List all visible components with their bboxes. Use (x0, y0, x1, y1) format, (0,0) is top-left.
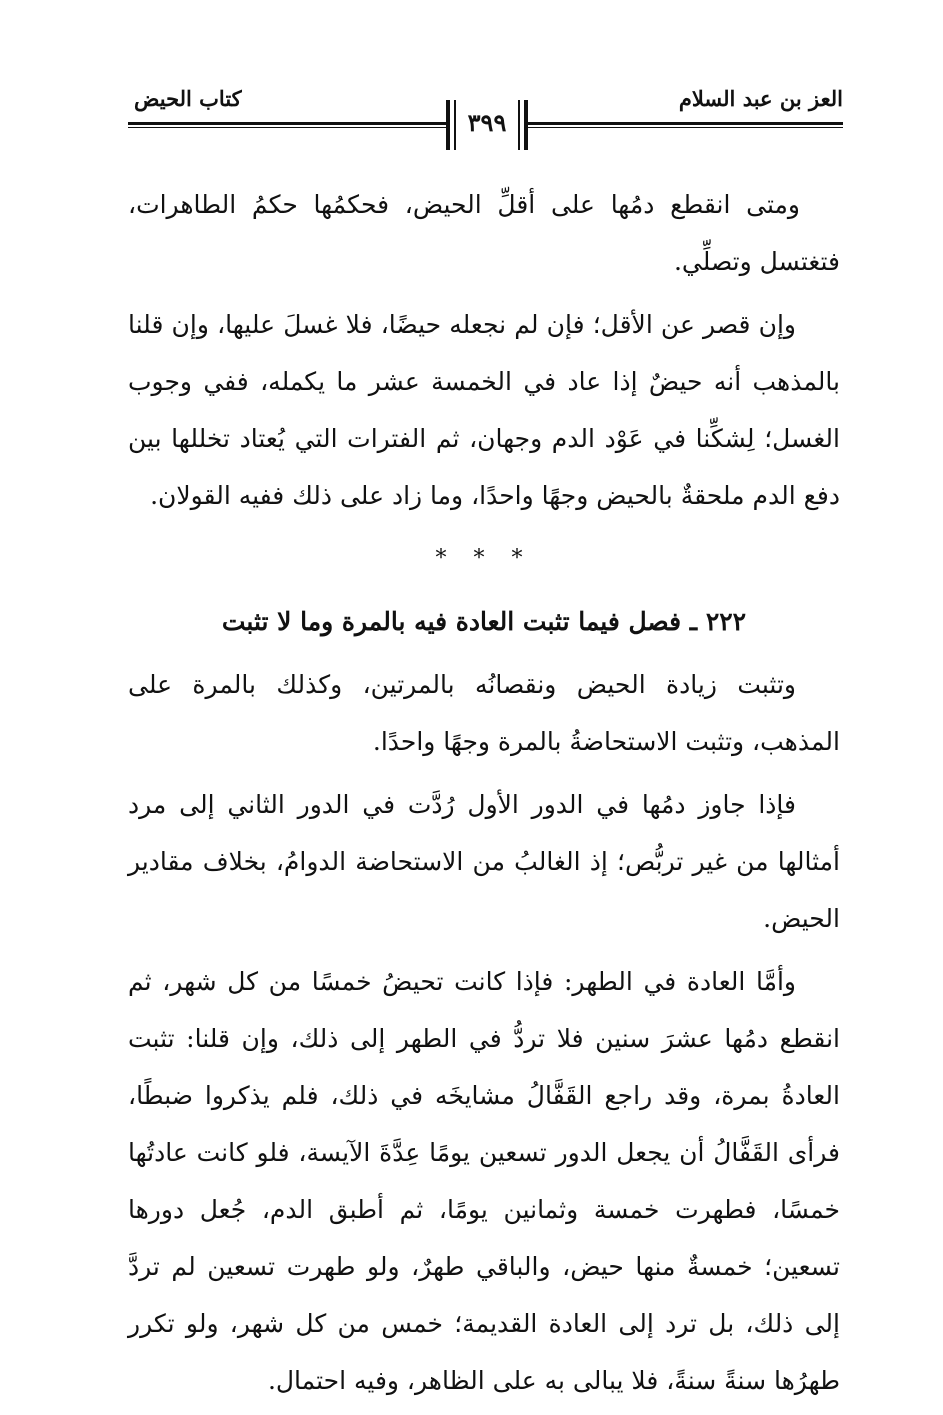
page-header (128, 86, 843, 154)
body-text (128, 176, 840, 1415)
paragraph: وتثبت زيادة الحيض ونقصانُه بالمرتين، وكذلك بالمرة على المذهب، وتثبت الاستحاضةُ بالمرة وجهًا واحدًا. (128, 670, 840, 756)
section-separator: * * * (435, 546, 533, 571)
section-title: ٢٢٢ ـ فصل فيما تثبت العادة فيه بالمرة وما لا تثبت (221, 607, 747, 636)
paragraph: فإذا جاوز دمُها في الدور الأول رُدَّت في الدور الثاني إلى مرد أمثالها من غير تربُّص؛ إذ الغالبُ من الاستحاضة الدوامُ، بخلاف مقادير الحيض. (128, 790, 840, 933)
paragraph: وأمَّا العادة في الطهر: فإذا كانت تحيضُ خمسًا من كل شهر، ثم انقطع دمُها عشرَ سنين فلا تردُّ في الطهر إلى ذلك، وإن قلنا: تثبت العادةُ بمرة، وقد راجع القَفَّالُ مشايخَه في ذلك، فلم يذكروا ضبطًا، فرأى القَفَّالُ أن يجعل الدور تسعين يومًا عِدَّةَ الآيسة، فلو كانت عادتُها خمسًا، فطهرت خمسة وثمانين يومًا، ثم أطبق الدم، جُعل دورها تسعين؛ خمسةٌ منها حيض، والباقي طهرٌ، ولو طهرت تسعين لم تردَّ إلى ذلك، بل ترد إلى العادة القديمة؛ خمس من كل شهر، ولو تكرر طهرُها سنةً سنةً، فلا يبالى به على الظاهر، وفيه احتمال. (128, 967, 840, 1395)
page-number-frame (446, 100, 528, 150)
paragraph: ومتى انقطع دمُها على أقلِّ الحيض، فحكمُها حكمُ الطاهرات، فتغتسل وتصلِّي. (128, 190, 840, 276)
running-head-chapter: كتاب الحيض (134, 86, 242, 111)
page-number: ٣٩٩ (467, 108, 507, 137)
paragraph: وإن قصر عن الأقل؛ فإن لم نجعله حيضًا، فلا غسلَ عليها، وإن قلنا بالمذهب أنه حيضٌ إذا عاد في الخمسة عشر ما يكمله، ففي وجوب الغسل؛ لِشكِّنا في عَوْد الدم وجهان، ثم الفترات التي يُعتاد تخللها بين دفع الدم ملحقةٌ بالحيض وجهًا واحدًا، وما زاد على ذلك ففيه القولان. (128, 310, 840, 510)
running-head-author: العز بن عبد السلام (678, 86, 843, 111)
